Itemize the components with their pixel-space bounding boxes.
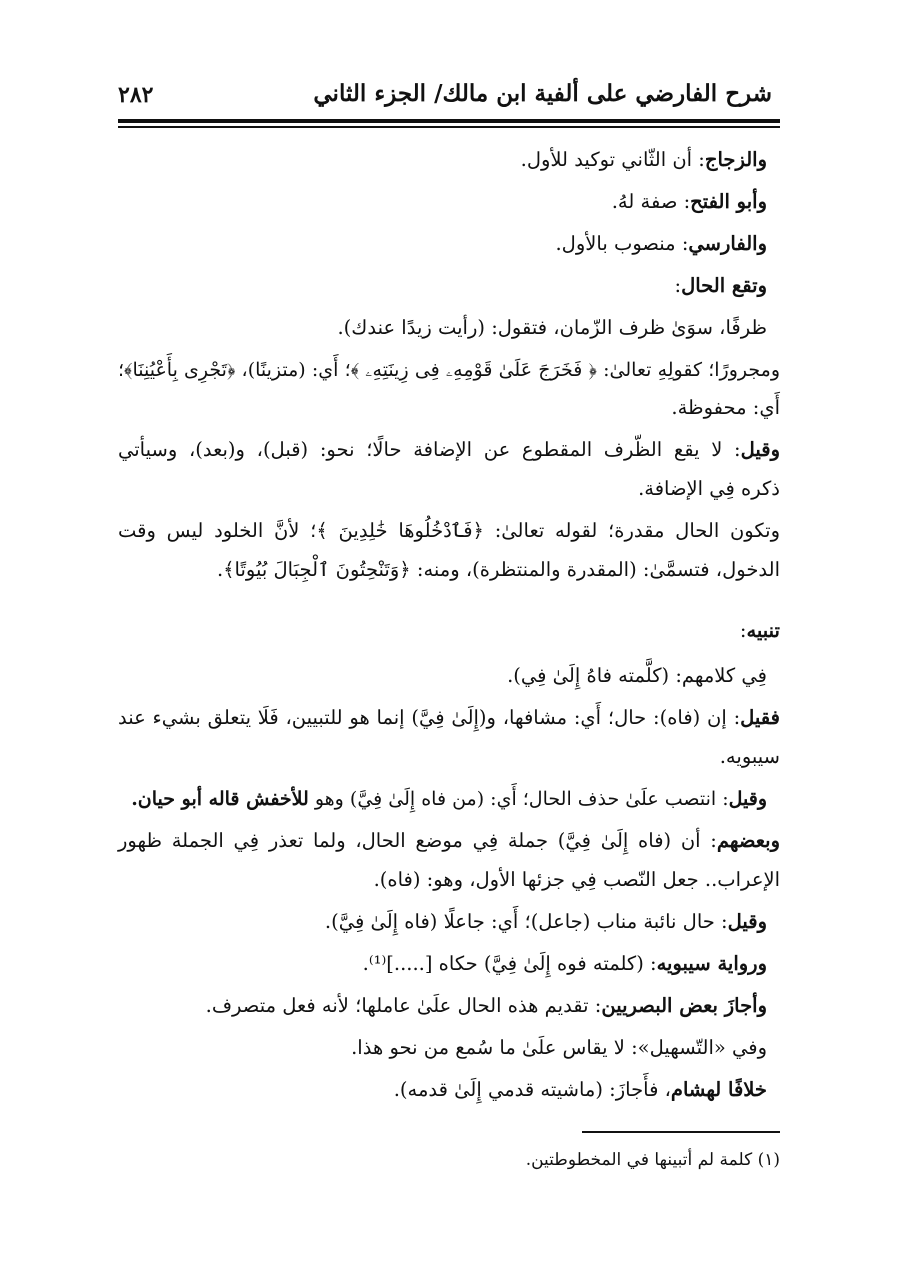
book-title: شرح الفارضي على ألفية ابن مالك/ الجزء الثاني [313, 80, 772, 107]
text-line-23: خلافًا لهشام، فأَجازَ: (ماشيته قدمي إِلَىٰ قدمه). [393, 1078, 767, 1101]
page-number: ٢٨٢ [118, 82, 154, 108]
text-line-8: وقيل: لا يقع الظّرف المقطوع عن الإضافة حالًا؛ نحو: (قبل)، و(بعد)، وسيأتي [118, 438, 780, 461]
text-line-5: ظرفًا، سوَىٰ ظرف الزّمان، فتقول: (رأيت زيدًا عندك). [337, 316, 767, 339]
text-line-3: والفارسي: منصوب بالأول. [555, 232, 767, 255]
text-line-22: وفي «التّسهيل»: لا يقاس علَىٰ ما سُمع من نحو هذا. [351, 1036, 767, 1059]
text-line-7: أَي: محفوظة. [671, 396, 780, 419]
running-header [118, 72, 780, 118]
text-line-13: فِي كلامهم: (كلَّمته فاهُ إِلَىٰ فِي). [507, 664, 767, 687]
footnote-separator [582, 1131, 780, 1133]
text-line-17: وبعضهم: أن (فاه إِلَىٰ فِيَّ) جملة فِي موضع الحال، ولما تعذر فِي الجملة ظهور [118, 829, 780, 852]
text-line-16: وقيل: انتصب علَىٰ حذف الحال؛ أَي: (من فاه إِلَىٰ فِيَّ) وهو للأخفش قاله أبو حيان. [131, 788, 767, 810]
text-line-10: وتكون الحال مقدرة؛ لقوله تعالىٰ: ﴿فَٱدْخُلُوهَا خَٰلِدِينَ ﴾؛ لأنَّ الخلود ليس وقت [118, 519, 780, 542]
text-line-21: وأجازَ بعض البصريين: تقديم هذه الحال علَىٰ عاملها؛ لأنه فعل متصرف. [205, 994, 767, 1017]
text-line-15: سيبويه. [719, 745, 780, 768]
footnote: (١) كلمة لم أتبينها في المخطوطتين. [525, 1150, 780, 1170]
text-line-14: فقيل: إن (فاه): حال؛ أَي: مشافها، و(إِلَىٰ فِيَّ) إنما هو للتبيين، فَلَا يتعلق بشيء عند [118, 706, 780, 729]
text-line-11: الدخول، فتسمَّىٰ: (المقدرة والمنتظرة)، ومنه: ﴿وَتَنْحِتُونَ ٱلْجِبَالَ بُيُوتًا﴾. [216, 558, 780, 581]
text-line-9: ذكره فِي الإضافة. [638, 477, 780, 500]
header-rule-thin [118, 126, 780, 128]
text-line-6: ومجرورًا؛ كقولِهِ تعالىٰ: ﴿ فَخَرَجَ عَلَىٰ قَوْمِهِۦ فِى زِينَتِهِۦ ﴾؛ أَي: (متزينًا)، ﴿تَجْرِى بِأَعْيُنِنَا﴾؛ [118, 359, 780, 381]
header-rule-thick [118, 119, 780, 123]
note-heading: تنبيه: [739, 619, 780, 642]
text-line-4: وتقع الحال: [674, 274, 767, 297]
text-line-1: والزجاج: أن الثّاني توكيد للأول. [520, 148, 767, 171]
text-line-18: الإعراب.. جعل النّصب فِي جزئها الأول، وهو: (فاه). [373, 868, 780, 891]
text-line-2: وأبو الفتح: صفة لهُ. [611, 190, 767, 213]
text-line-20: ورواية سيبويه: (كلمته فوه إِلَىٰ فِيَّ) حكاه [.....]⁽¹⁾. [362, 952, 767, 975]
text-line-19: وقيل: حال نائبة مناب (جاعل)؛ أَي: جاعلًا (فاه إِلَىٰ فِيَّ). [324, 910, 767, 933]
